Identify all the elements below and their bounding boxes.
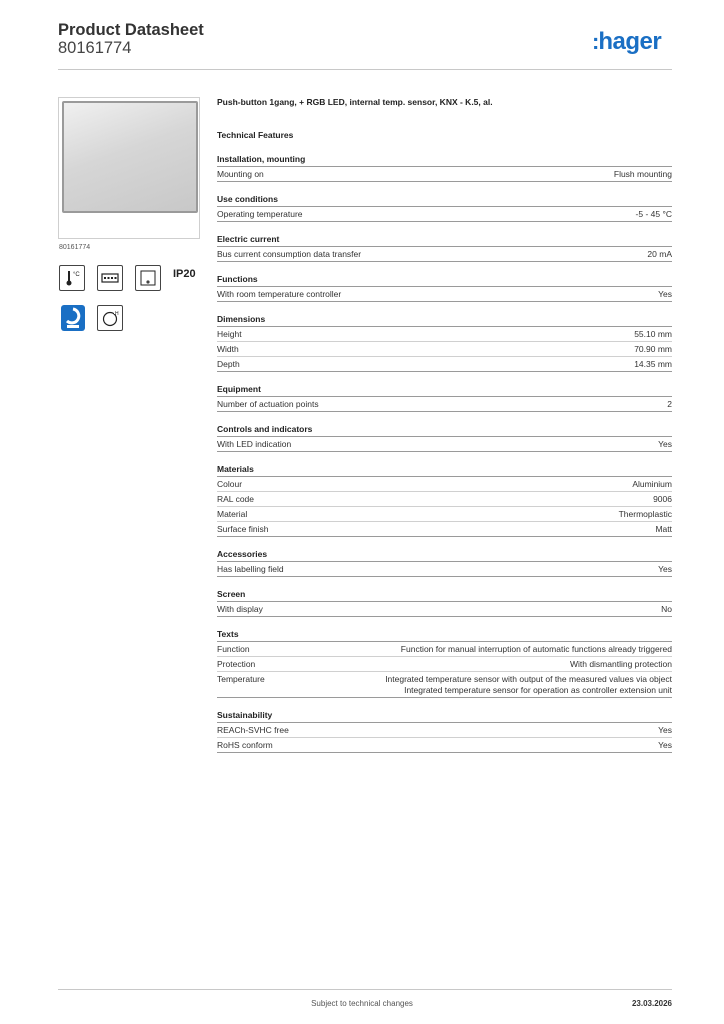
spec-value: 2 <box>667 398 672 409</box>
section <box>217 233 672 262</box>
spec-value: -5 - 45 °C <box>635 208 672 219</box>
spec-label: Temperature <box>217 673 265 684</box>
spec-value: 55.10 mm <box>634 328 672 339</box>
spec-label: Has labelling field <box>217 563 284 574</box>
spec-row <box>217 477 672 492</box>
thermometer-celsius-icon <box>59 265 85 291</box>
spec-label: Width <box>217 343 239 354</box>
logo-text: hager <box>598 28 662 55</box>
spec-row <box>217 657 672 672</box>
hager-logo: :hager <box>592 28 662 55</box>
spec-row <box>217 738 672 753</box>
section <box>217 548 672 577</box>
display-icon <box>97 265 123 291</box>
section <box>217 153 672 182</box>
spec-value: Flush mounting <box>613 168 672 179</box>
features-heading: Technical Features <box>217 130 294 140</box>
spec-label: Operating temperature <box>217 208 303 219</box>
knx-icon <box>59 304 87 332</box>
section-title: Texts <box>217 628 672 642</box>
spec-row <box>217 357 672 372</box>
svg-text:°C: °C <box>73 272 80 278</box>
spec-row <box>217 642 672 657</box>
section-title: Equipment <box>217 383 672 397</box>
spec-label: Material <box>217 508 248 519</box>
section <box>217 273 672 302</box>
spec-value: 70.90 mm <box>634 343 672 354</box>
spec-label: Function <box>217 643 250 654</box>
page-title: Product Datasheet <box>58 21 204 39</box>
section-title: Accessories <box>217 548 672 562</box>
section <box>217 463 672 537</box>
spec-value: Integrated temperature sensor with output of the measured values via object Integrated temperature sensor for operation as controller extension unit <box>385 673 672 695</box>
spec-row <box>217 562 672 577</box>
product-image-caption: 80161774 <box>59 244 91 251</box>
spec-label: With display <box>217 603 263 614</box>
spec-row <box>217 397 672 412</box>
spec-row <box>217 247 672 262</box>
header-divider <box>58 69 672 70</box>
spec-label: Colour <box>217 478 243 489</box>
section <box>217 709 672 753</box>
spec-label: REACh-SVHC free <box>217 724 289 735</box>
technical-content <box>217 95 672 753</box>
spec-row <box>217 492 672 507</box>
footer-divider <box>58 989 672 990</box>
spec-row <box>217 437 672 452</box>
led-indicator-icon <box>135 265 161 291</box>
spec-row <box>217 507 672 522</box>
spec-value: Yes <box>658 739 672 750</box>
product-image <box>58 97 200 239</box>
spec-label: RAL code <box>217 493 255 504</box>
ip20-rating: IP20 <box>173 268 196 280</box>
spec-value: Yes <box>658 724 672 735</box>
spec-row <box>217 522 672 537</box>
section-title: Installation, mounting <box>217 153 672 167</box>
spec-value: Yes <box>658 438 672 449</box>
spec-value: No <box>661 603 672 614</box>
spec-label: Surface finish <box>217 523 269 534</box>
section <box>217 193 672 222</box>
section <box>217 383 672 412</box>
spec-label: With room temperature controller <box>217 288 342 299</box>
footer-date: 23.03.2026 <box>631 999 672 1008</box>
spec-row <box>217 287 672 302</box>
spec-label: Protection <box>217 658 256 669</box>
section <box>217 423 672 452</box>
svg-text:H: H <box>115 311 119 317</box>
spec-row <box>217 672 672 698</box>
footer-note: Subject to technical changes <box>311 999 413 1008</box>
section <box>217 313 672 372</box>
section-title: Sustainability <box>217 709 672 723</box>
spec-label: Depth <box>217 358 240 369</box>
spec-value: Thermoplastic <box>618 508 672 519</box>
spec-value: With dismantling protection <box>569 658 672 669</box>
section-title: Dimensions <box>217 313 672 327</box>
spec-value: Function for manual interruption of automatic functions already triggered <box>400 643 672 654</box>
spec-row <box>217 342 672 357</box>
spec-value: 20 mA <box>647 248 672 259</box>
spec-row <box>217 723 672 738</box>
section-title: Controls and indicators <box>217 423 672 437</box>
rotation-icon <box>97 305 123 331</box>
spec-row <box>217 602 672 617</box>
section-title: Materials <box>217 463 672 477</box>
spec-label: Mounting on <box>217 168 264 179</box>
spec-label: Number of actuation points <box>217 398 319 409</box>
spec-value: Yes <box>658 563 672 574</box>
section-title: Screen <box>217 588 672 602</box>
spec-value: 9006 <box>653 493 672 504</box>
spec-label: With LED indication <box>217 438 292 449</box>
spec-value: Matt <box>655 523 672 534</box>
spec-label: Height <box>217 328 242 339</box>
section <box>217 588 672 617</box>
section <box>217 628 672 698</box>
feature-sections <box>217 153 672 753</box>
section-title: Use conditions <box>217 193 672 207</box>
product-description: Push-button 1gang, + RGB LED, internal temp. sensor, KNX - K.5, al. <box>217 97 493 107</box>
spec-row <box>217 327 672 342</box>
spec-row <box>217 167 672 182</box>
spec-value: Aluminium <box>632 478 672 489</box>
section-title: Functions <box>217 273 672 287</box>
section-title: Electric current <box>217 233 672 247</box>
spec-value: 14.35 mm <box>634 358 672 369</box>
product-code: 80161774 <box>58 39 132 57</box>
spec-value: Yes <box>658 288 672 299</box>
spec-label: Bus current consumption data transfer <box>217 248 362 259</box>
spec-label: RoHS conform <box>217 739 273 750</box>
spec-row <box>217 207 672 222</box>
